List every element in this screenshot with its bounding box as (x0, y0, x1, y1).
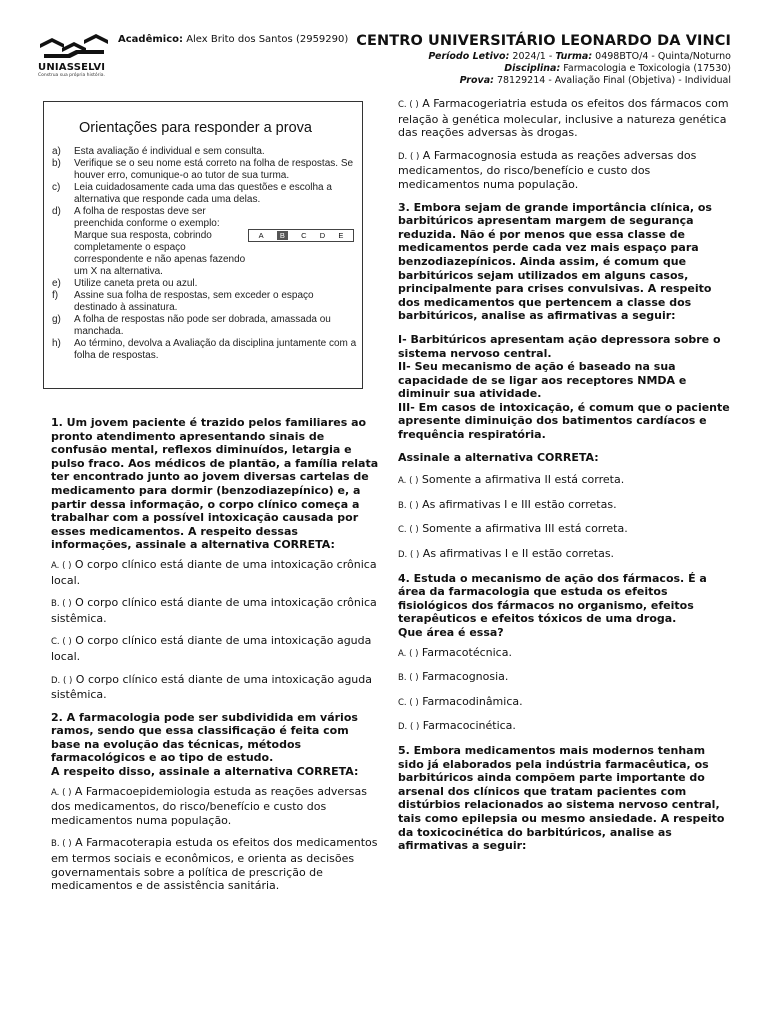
question-3-stem: 3. Embora sejam de grande importância clínica, os barbitúricos apresentam margem de segurança reduzida. Não é por menos que essa classe de medicamentos perde cada vez mais espaço para benzodiazepínicos. Ainda assim, é comum que barbitúricos sejam utilizados em alguns casos, principalmente para crises convulsivas. A respeito dos medicamentos que pertencem a classe dos barbitúricos, analise as afirmativas a seguir: (398, 200, 712, 323)
period-line: Período Letivo: 2024/1 - Turma: 0498BTO/4 - Quinta/Noturno (428, 51, 731, 62)
option-text: Farmacotécnica. (421, 645, 512, 659)
answer-sample-letter: A (258, 231, 264, 240)
left-column (51, 416, 381, 902)
instruction-letter: f) (52, 290, 59, 301)
instruction-text: A folha de respostas deve ser preenchida conforme o exemplo: Marque sua resposta, cobrindo completamente o espaço correspondente e não apenas fazendo um X na alternativa. (74, 206, 246, 277)
instructions-list (52, 146, 357, 362)
answer-sheet-example (248, 229, 354, 242)
option-label: D. ( ) (398, 151, 420, 162)
instruction-text: A folha de respostas não pode ser dobrada, amassada ou manchada. (74, 314, 331, 337)
option-text: A Farmacogeriatria estuda os efeitos dos fármacos com relação à genética molecular, inclusive a natureza genética das reações adversas às drogas. (398, 97, 729, 140)
answer-option[interactable] (398, 646, 732, 662)
option-label: B. ( ) (51, 599, 72, 610)
academic-label: Acadêmico: (118, 34, 183, 45)
answer-option[interactable] (398, 547, 732, 563)
statement: I- Barbitúricos apresentam ação depressora sobre o sistema nervoso central. (398, 332, 721, 360)
question-4-stem: 4. Estuda o mecanismo de ação dos fármacos. É a área da farmacologia que estuda os efeitos fisiológicos dos fármacos no organismo, efeitos terapêuticos e efeitos tóxicos de uma droga. (398, 571, 707, 626)
option-label: C. ( ) (398, 100, 419, 110)
instruction-item (52, 278, 357, 290)
option-text: Somente a afirmativa II está correta. (421, 473, 625, 487)
option-text: Somente a afirmativa III está correta. (422, 522, 628, 536)
instructions-title: Orientações para responder a prova (79, 120, 312, 136)
period-label: Período Letivo: (428, 51, 510, 62)
answer-sample-letter: C (301, 231, 307, 240)
statement: II- Seu mecanismo de ação é baseado na sua capacidade de se ligar aos receptores NMDA e diminuir sua atividade. (398, 360, 687, 401)
period-value: 2024/1 (512, 51, 546, 62)
academic-value: Alex Brito dos Santos (2959290) (186, 34, 349, 45)
option-text: A Farmacognosia estuda as reações adversas dos medicamentos, do risco/benefício e custo dos medicamentos numa população. (398, 148, 697, 191)
option-text: Farmacodinâmica. (422, 694, 523, 708)
option-label: A. ( ) (51, 560, 72, 571)
answer-sample-cell (338, 231, 343, 240)
question-1-stem: 1. Um jovem paciente é trazido pelos familiares ao pronto atendimento apresentando sinais de confusão mental, reflexos diminuídos, letargia e pulso fraco. Aos médicos de plantão, a família relata ter encontrado junto ao jovem diversas cartelas de medicamento para dormir (benzodiazepínico) e, a partir dessa informação, o corpo clínico começa a trabalhar com a possível intoxicação causada por esses medicamentos. A respeito dessas informações, assinale a alternativa CORRETA: (51, 416, 379, 552)
instruction-text: Esta avaliação é individual e sem consulta. (74, 146, 265, 157)
answer-sample-cell (320, 231, 325, 240)
question-4-options (398, 646, 732, 735)
instructions-box (43, 101, 363, 389)
option-text: A Farmacoterapia estuda os efeitos dos medicamentos em termos sociais e econômicos, e orienta as decisões governamentais sobre a política de prescrição de medicamentos e de assistência sanitária. (51, 836, 378, 893)
answer-sample-letter: B (279, 231, 285, 240)
instruction-text: Verifique se o seu nome está correto na folha de respostas. Se houver erro, comunique-o ao tutor de sua turma. (74, 158, 354, 181)
question-3-prompt: Assinale a alternativa CORRETA: (398, 450, 599, 464)
answer-option[interactable] (398, 670, 732, 686)
exam-line (428, 75, 731, 87)
instruction-item (52, 158, 357, 182)
instruction-text: Leia cuidadosamente cada uma das questões e escolha a alternativa que responde cada uma delas. (74, 182, 332, 205)
academic-line (118, 34, 348, 45)
option-label: A. ( ) (398, 476, 419, 487)
option-text: O corpo clínico está diante de uma intoxicação crônica sistêmica. (51, 596, 377, 625)
question-5-stem: 5. Embora medicamentos mais modernos tenham sido já elaborados pela indústria farmacêutica, os barbitúricos ainda compõem parte importante do arsenal dos clínicos que tratam pacientes com distúrbios relacionados ao sistema nervoso central, tais como epilepsia ou mesmo ansiedade. A respeito da toxicocinética do barbitúricos, analise as afirmativas a seguir: (398, 743, 725, 853)
option-label: D. ( ) (398, 550, 420, 561)
class-value: 0498BTO/4 - Quinta/Noturno (595, 51, 731, 62)
answer-option[interactable] (398, 522, 732, 538)
instruction-text: Utilize caneta preta ou azul. (74, 278, 198, 289)
instruction-item (52, 290, 357, 314)
instruction-letter: e) (52, 278, 61, 289)
answer-option[interactable] (51, 785, 381, 828)
discipline-label: Disciplina: (504, 63, 561, 74)
answer-option[interactable] (51, 634, 381, 663)
statement: III- Em casos de intoxicação, é comum que o paciente apresente diminuição dos batimentos cardíacos e frequência respiratória. (398, 400, 730, 442)
logo-text: UNIASSELVI (38, 62, 106, 73)
instruction-item (52, 338, 357, 362)
discipline-line (428, 63, 731, 75)
logo-tagline: Construa sua própria história. (38, 73, 105, 78)
option-text: Farmacognosia. (422, 670, 509, 684)
instruction-item (52, 146, 357, 158)
answer-option[interactable] (398, 498, 732, 514)
answer-option[interactable] (51, 558, 381, 587)
answer-option[interactable] (51, 836, 381, 892)
question-4-prompt: Que área é essa? (398, 626, 504, 639)
exam-label: Prova: (459, 75, 494, 86)
instruction-text: Assine sua folha de respostas, sem exceder o espaço destinado à assinatura. (74, 290, 314, 313)
question-2-prompt: A respeito disso, assinale a alternativa CORRETA: (51, 765, 359, 779)
question-3-options (398, 473, 732, 562)
exam-value: 78129214 - Avaliação Final (Objetiva) - Individual (496, 75, 731, 86)
discipline-value: Farmacologia e Toxicologia (17530) (563, 63, 731, 74)
option-label: D. ( ) (398, 722, 420, 733)
exam-meta (428, 51, 731, 87)
class-label: Turma: (555, 51, 593, 62)
option-label: B. ( ) (51, 839, 72, 850)
answer-sample-cell (277, 231, 288, 240)
option-label: A. ( ) (51, 787, 72, 798)
option-text: O corpo clínico está diante de uma intoxicação aguda sistêmica. (51, 672, 372, 702)
answer-option[interactable] (398, 149, 732, 192)
option-label: C. ( ) (51, 637, 72, 648)
option-text: A Farmacoepidemiologia estuda as reações adversas dos medicamentos, do risco/benefício e custo dos medicamentos numa população. (51, 784, 367, 827)
instruction-letter: g) (52, 314, 61, 325)
instruction-letter: a) (52, 146, 61, 157)
question-2-stem: 2. A farmacologia pode ser subdividida em vários ramos, sendo que essa classificação é feita com base na evolução das técnicas, métodos farmacológicos e ao tipo de estudo. (51, 710, 358, 765)
option-text: Farmacocinética. (422, 719, 516, 733)
answer-option[interactable] (398, 97, 732, 140)
instruction-letter: d) (52, 206, 61, 217)
answer-option[interactable] (51, 673, 381, 702)
answer-option[interactable] (398, 719, 732, 735)
option-text: O corpo clínico está diante de uma intoxicação aguda local. (51, 634, 372, 663)
right-column (398, 97, 732, 859)
instruction-text: Ao término, devolva a Avaliação da disciplina juntamente com a folha de respostas. (74, 338, 357, 361)
option-label: C. ( ) (398, 697, 419, 708)
option-label: D. ( ) (51, 675, 73, 686)
instruction-item (52, 314, 357, 338)
question-2-options (51, 785, 381, 893)
instruction-item (52, 182, 357, 206)
option-label: A. ( ) (398, 648, 419, 659)
instruction-letter: h) (52, 338, 61, 349)
instruction-letter: b) (52, 158, 61, 169)
option-text: As afirmativas I e III estão corretas. (422, 497, 617, 511)
question-1-options (51, 558, 381, 702)
answer-sample-cell (259, 231, 264, 240)
institution-name: CENTRO UNIVERSITÁRIO LEONARDO DA VINCI (356, 33, 731, 49)
question-2-options-continued (398, 97, 732, 192)
option-label: B. ( ) (398, 673, 419, 684)
question-3-statements (398, 333, 732, 442)
option-text: O corpo clínico está diante de uma intoxicação crônica local. (51, 557, 377, 587)
answer-option[interactable] (51, 596, 381, 625)
answer-option[interactable] (398, 473, 732, 489)
answer-option[interactable] (398, 695, 732, 711)
answer-sample-letter: D (319, 231, 326, 240)
instruction-item (52, 206, 357, 278)
option-label: C. ( ) (398, 525, 419, 536)
option-text: As afirmativas I e II estão corretas. (422, 547, 615, 561)
answer-sample-letter: E (338, 231, 344, 240)
option-label: B. ( ) (398, 500, 419, 511)
instruction-letter: c) (52, 182, 61, 193)
answer-sample-cell (301, 231, 306, 240)
